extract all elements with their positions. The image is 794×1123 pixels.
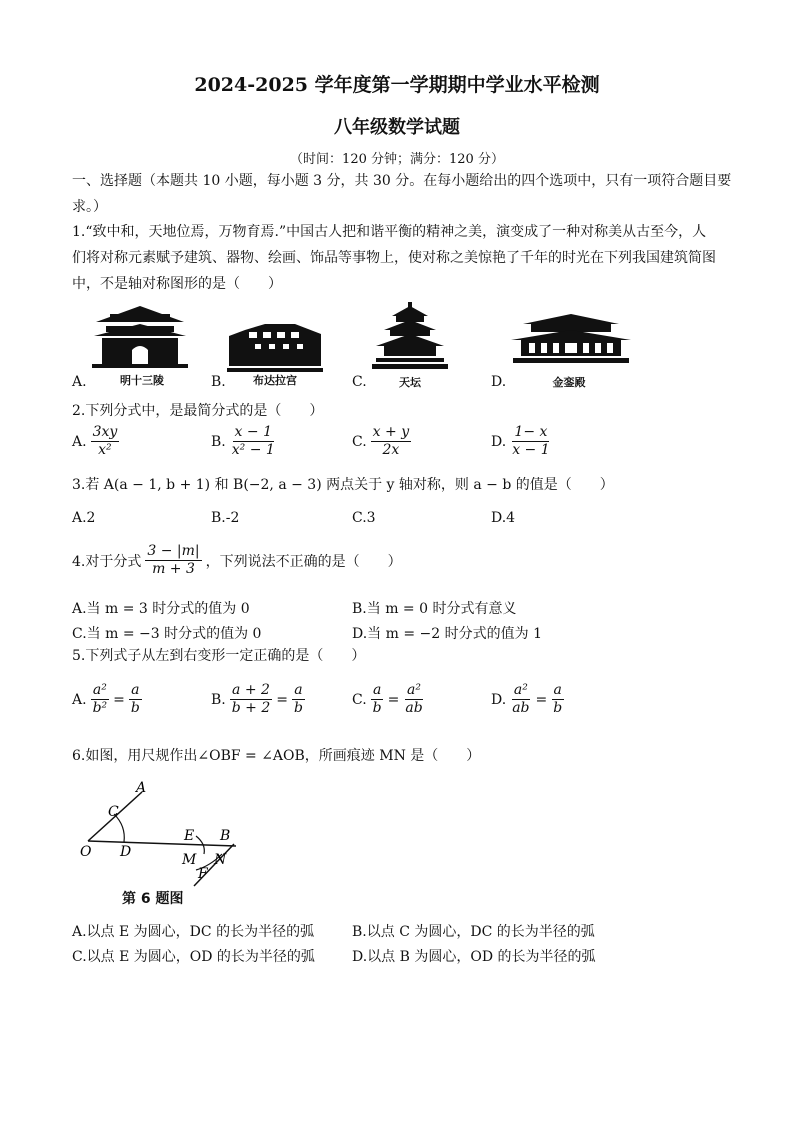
section-instructions: 一、选择题（本题共 10 小题，每小题 3 分，共 30 分。在每小题给出的四个选项中，只有一项符合题目要 求。） [72, 173, 732, 215]
label-c: C [108, 804, 119, 820]
q2-option-d: D. $\frac{1- x}{x - 1}$ [491, 424, 550, 458]
q5-option-a: A. $\frac{\text{a²}}{\text{b²}}$ = $\frac{a}{b}$ [72, 682, 140, 716]
exam-info: （时间：120 分钟；满分：120 分） [290, 152, 504, 167]
label-a: A [136, 780, 147, 796]
q3-option-b: B.-2 [211, 510, 240, 526]
q5-option-b: B. $\frac{a + 2}{b + 2}$ = $\frac{a}{b}$ [211, 682, 303, 716]
q2-option-c: C. $\frac{x + y}{2x}$ [352, 424, 410, 458]
q6-figure [74, 778, 244, 910]
q6-figure-caption: 第 6 题图 [122, 891, 184, 907]
question-4-stem: 4.对于分式 $\frac{3 - |m|}{m + 3}$ ，下列说法不正确的是（ ） [72, 543, 402, 577]
question-6-stem: 6.如图，用尺规作出∠OBF = ∠AOB，所画痕迹 MN 是（ ） [72, 748, 481, 764]
label-e: E [184, 828, 195, 844]
exam-title: 2024-2025 学年度第一学期期中学业水平检测 [194, 74, 600, 96]
temple-of-heaven-icon [370, 300, 450, 374]
q5-option-c: C. $\frac{a}{b}$ = $\frac{\text{a²}}{ab}$ [352, 682, 423, 716]
question-3-stem: 3.若 A(a − 1, b + 1) 和 B(−2, a − 3) 两点关于 y 轴对称，则 a − b 的值是（ ） [72, 477, 614, 493]
option-a-building: A. 明十三陵 [72, 300, 192, 392]
q4-option-a: A.当 m = 3 时分式的值为 0 [72, 601, 250, 617]
question-2-stem: 2.下列分式中，是最简分式的是（ ） [72, 403, 324, 419]
label-b: B [220, 828, 231, 844]
q5-option-d: D. $\frac{\text{a²}}{ab}$ = $\frac{a}{b}$ [491, 682, 563, 716]
label-m: M [182, 852, 197, 868]
golden-palace-icon [509, 312, 633, 368]
q2-option-a: A. $\frac{3xy}{\text{x²}}$ [72, 424, 118, 458]
q3-option-d: D.4 [491, 510, 516, 526]
label-f: F [198, 866, 208, 882]
q6-option-b: B.以点 C 为圆心，DC 的长为半径的弧 [352, 924, 595, 940]
ming-tombs-icon [88, 300, 192, 372]
option-b-building: B. 布达拉宫 [211, 300, 331, 392]
potala-palace-icon [225, 316, 325, 372]
q3-option-c: C.3 [352, 510, 376, 526]
q6-option-d: D.以点 B 为圆心，OD 的长为半径的弧 [352, 949, 596, 965]
q4-option-b: B.当 m = 0 时分式有意义 [352, 601, 517, 617]
option-d-building: D. 金銮殿 [491, 300, 641, 392]
label-o: O [80, 844, 92, 860]
option-c-building: C. 天坛 [352, 300, 472, 392]
q4-option-d: D.当 m = −2 时分式的值为 1 [352, 626, 542, 642]
question-1-stem: 1.“致中和，天地位焉，万物育焉.”中国古人把和谐平衡的精神之美，演变成了一种对称美从古至今，人 们将对称元素赋予建筑、器物、绘画、饰品等事物上，使对称之美惊艳了千年的时光在下列我国建筑简图 中，不是轴对称图形的是（ ） [72, 224, 716, 292]
question-5-stem: 5.下列式子从左到右变形一定正确的是（ ） [72, 648, 366, 664]
q6-option-c: C.以点 E 为圆心，OD 的长为半径的弧 [72, 949, 315, 965]
exam-subtitle: 八年级数学试题 [334, 117, 460, 138]
q2-option-b: B. $\frac{x - 1}{\text{x² − 1}}$ [211, 424, 275, 458]
label-d: D [120, 844, 132, 860]
label-n: N [214, 852, 227, 868]
q3-option-a: A.2 [72, 510, 96, 526]
q6-option-a: A.以点 E 为圆心，DC 的长为半径的弧 [72, 924, 315, 940]
q4-option-c: C.当 m = −3 时分式的值为 0 [72, 626, 262, 642]
